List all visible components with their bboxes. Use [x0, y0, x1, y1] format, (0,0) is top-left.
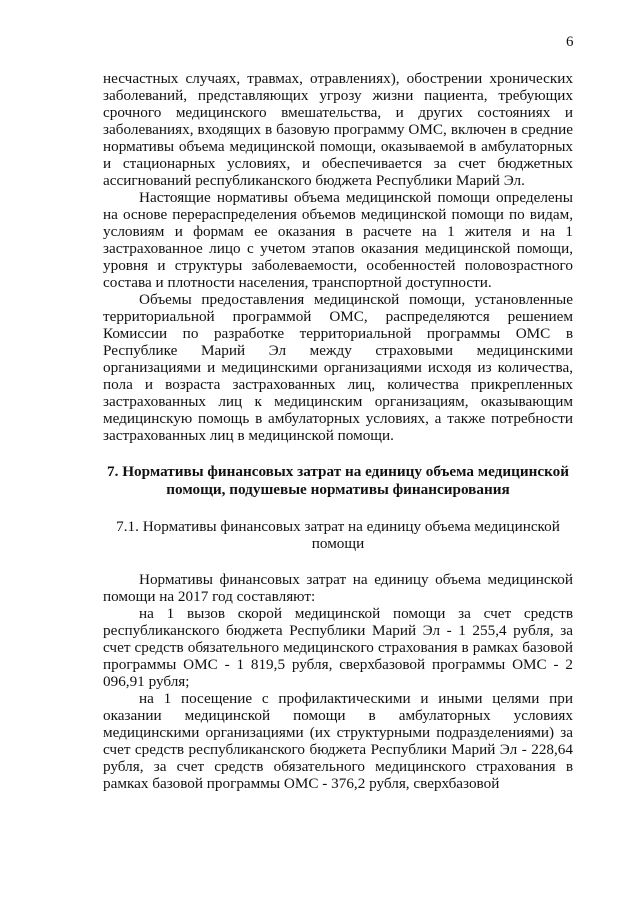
- paragraph-norms-definition: Настоящие нормативы объема медицинской помощи определены на основе перераспределения объемов медицинской помощи по видам, условиям и формам ее оказания в расчете на 1 жителя и на 1 застрахованное лицо с учетом этапов оказания медицинской помощи, уровня и структуры заболеваемости, особенностей половозрастного состава и плотности населения, транспортной доступности.: [103, 189, 573, 291]
- page-number: 6: [566, 34, 574, 50]
- paragraph-continuation: несчастных случаях, травмах, отравлениях), обострении хронических заболеваний, представляющих угрозу жизни пациента, требующих срочного медицинского вмешательства, и других состояниях и заболеваниях, входящих в базовую программу ОМС, включен в средние нормативы объема медицинской помощи, оказываемой в амбулаторных и стационарных условиях, и обеспечивается за счет бюджетных ассигнований республиканского бюджета Республики Марий Эл.: [103, 70, 573, 189]
- paragraph-financial-norms-intro: Нормативы финансовых затрат на единицу объема медицинской помощи на 2017 год составляют:: [103, 571, 573, 605]
- paragraph-volumes-distribution: Объемы предоставления медицинской помощи, установленные территориальной программой ОМС, распределяются решением Комиссии по разработке территориальной программы ОМС в Республике Марий Эл между страховыми медицинскими организациями и медицинскими организациями исходя из количества, пола и возраста застрахованных лиц, количества прикрепленных застрахованных лиц к медицинским организациям, оказывающим медицинскую помощь в амбулаторных условиях, а также потребности застрахованных лиц в медицинской помощи.: [103, 291, 573, 444]
- paragraph-ambulance-call-cost: на 1 вызов скорой медицинской помощи за счет средств республиканского бюджета Республики Марий Эл - 1 255,4 рубля, за счет средств обязательного медицинского страхования в рамках базовой программы ОМС - 1 819,5 рубля, сверхбазовой программы ОМС - 2 096,91 рубля;: [103, 605, 573, 690]
- subsection-heading: 7.1. Нормативы финансовых затрат на единицу объема медицинской помощи: [116, 518, 560, 552]
- paragraph-visit-cost: на 1 посещение с профилактическими и иными целями при оказании медицинской помощи в амбулаторных условиях медицинскими организациями (их структурными подразделениями) за счет средств республиканского бюджета Республики Марий Эл - 228,64 рубля, за счет средств обязательного медицинского страхования в рамках базовой программы ОМС - 376,2 рубля, сверхбазовой: [103, 690, 573, 792]
- section-heading: 7. Нормативы финансовых затрат на единицу объема медицинской помощи, подушевые нормативы финансирования: [107, 463, 569, 498]
- document-body: [103, 70, 573, 792]
